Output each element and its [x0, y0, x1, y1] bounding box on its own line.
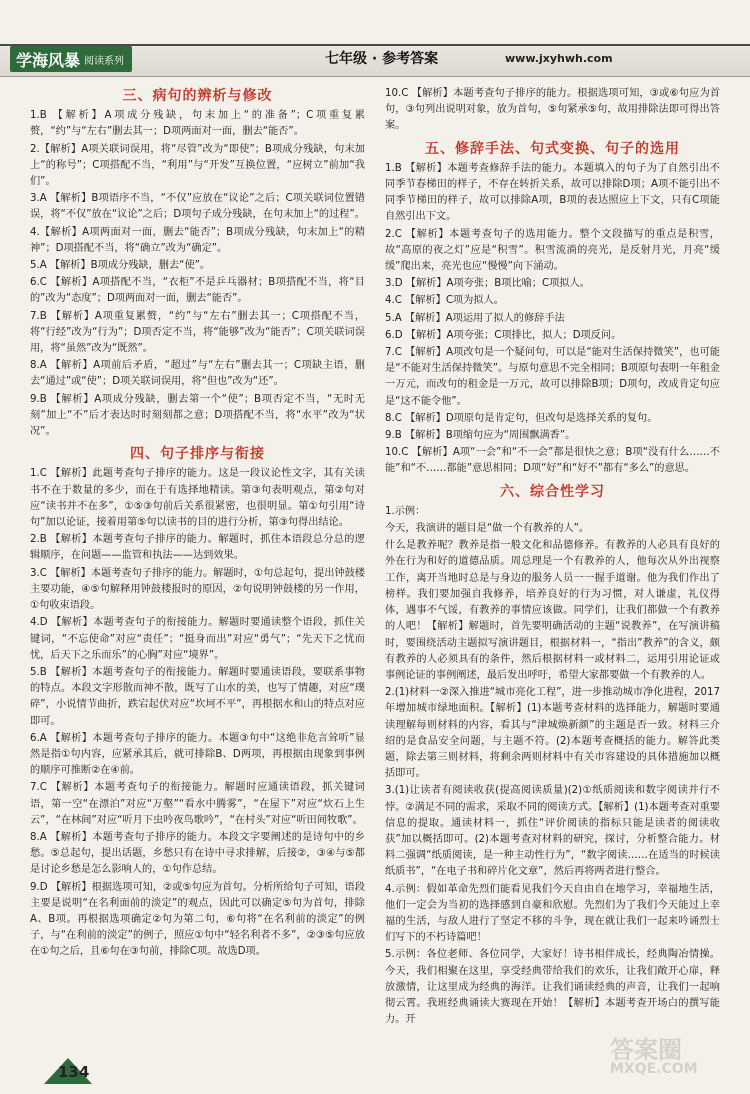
page-number: 134 [58, 1063, 90, 1081]
answer-item: 2.【解析】A项关联词误用，将“尽管”改为“即使”；B项成分残缺，句末加上“的称号”；C项搭配不当，“利用”与“开发”互换位置，“应树立”前加“我们”。 [30, 143, 365, 188]
answer-item: 5.B 【解析】本题考查句子的衔接能力。解题时要通读语段，要联系事物的特点。本段文字形散而神不散，既写了山水的美，也写了情趣，对应“璞碎”，小说情节曲折，跌宕起伏对应“坎坷不平”，再根据水和山的特点对应即可。 [30, 666, 365, 727]
answer-item: 4.【解析】A项两面对一面，删去“能否”；B项成分残缺，句末加上“的精神”；D项搭配不当，将“确立”改为“确定”。 [30, 226, 365, 254]
page-header [0, 0, 750, 82]
answer-item: 5.A 【解析】B项成分残缺，删去“使”。 [30, 260, 211, 272]
answer-item: 10.C 【解析】A项“一会”和“不一会”都是很快之意；B项“没有什么……不能”和“不……都能”意思相同；D项“好”和“好不”都有“多么”的意思。 [385, 447, 720, 475]
answer-item: 6.D 【解析】A项夸张；C项排比，拟人；D项反问。 [385, 329, 622, 341]
section-title-4: 四、句子排序与衔接 [130, 446, 265, 463]
answer-item: 8.C 【解析】D项原句是肯定句，但改句是选择关系的复句。 [385, 412, 658, 424]
answer-item: 8.A 【解析】A项前后矛盾，“超过”与“左右”删去其一；C项缺主语，删去“通过”或“使”；D项关联词误用，将“但也”改为“还”。 [30, 360, 365, 388]
answer-item: 5.A 【解析】A项运用了拟人的修辞手法 [385, 312, 565, 324]
answer-item: 6.C 【解析】A项搭配不当，“衣柜”不是乒乓器材；B项搭配不当，将“目的”改为“态度”；D项两面对一面，删去“能否”。 [30, 277, 365, 305]
section-title-3: 三、病句的辨析与修改 [122, 88, 273, 104]
answer-item: 3.(1)让读者有阅读收获(提高阅读质量)(2)①纸质阅读和数字阅读并行不悖。②满足不同的需求，采取不同的阅读方式。【解析】(1)本题考查对重要信息的提取。通读材料一，抓住“评价阅读的指标只能是读者的阅读收获”加以概括即可。(2)本题考查对材料的研究，探讨，分析整合能力。材料二强调“纸质阅读，是一种主动性行为”，“数字阅读……在适当的时候读纸质书”，“在电子书和碎片化文章”，然后再将两者进行整合。 [385, 785, 720, 878]
section-title-5: 五、修辞手法、句式变换、句子的选用 [425, 140, 680, 157]
answer-item: 10.C 【解析】本题考查句子排序的能力。根据选项可知，③或⑥句应为首句，③句列出说明对象，放为首句，⑤句紧承⑤句，故用排除法即可得出答案。 [385, 88, 720, 132]
continued-items [385, 86, 720, 135]
brand-series: 阅读系列 [84, 55, 125, 67]
answer-item: 3.C 【解析】本题考查句子排序的能力。解题时，①句总起句，提出钟鼓楼主要功能，④⑤句解释用钟鼓楼报时的原因，②句说明钟鼓楼的另一作用，①句收束语段。 [30, 567, 365, 612]
answer-item: 7.C 【解析】A项改句是一个疑问句，可以是“能对生活保持微笑”，也可能是“不能对生活保持微笑”。与原句意思不完全相同；B项原句表明一年租金一万元，而改句的租金是一万元，故可以排除B项；D项句，改成肯定句应是“这不能令他”。 [385, 347, 720, 407]
answer-item: 3.D 【解析】A项夸张；B项比喻；C项拟人。 [385, 278, 590, 290]
left-column [30, 86, 365, 962]
answer-item: 1.B 【解析】A项成分残缺，句末加上“的准备”；C项重复累赘，“约”与“左右”删去其一；D项两面对一面，删去“能否”。 [30, 110, 365, 138]
answer-item: 3.A 【解析】B项语序不当，“不仅”应放在“议论”之后；C项关联词位置错误，将“不仅”放在“议论”之后；D项句子成分残缺，在句末加上“的过程”。 [30, 193, 365, 221]
section-title-6: 六、综合性学习 [500, 483, 605, 500]
section-6-items [385, 504, 720, 1029]
brand-badge [10, 46, 132, 72]
right-column [385, 86, 720, 1029]
section-5-items [385, 161, 720, 478]
page-number-badge [44, 1052, 92, 1086]
watermark [610, 1030, 740, 1086]
answer-item: 4.C 【解析】C项为拟人。 [385, 295, 504, 307]
answer-item: 2.(1)材料一②深入推进“城市亮化工程”，进一步推动城市净化进程，2017年增加城市绿地面积。【解析】(1)本题考查材料的选择能力，解题时要通读理解每则材料的内容，看其与“津城焕新颜”的主题是否一致。材料三介绍的是食品安全问题，与主题不符。(2)本题考查概括的能力。解答此类题，除去第三则材料，将剩余两则材料中有关市容建设的具体措施加以概括即可。 [385, 687, 720, 780]
answer-item: 8.A 【解析】本题考查句子排序的能力。本段文字要阐述的是诗句中的乡愁。⑤总起句，提出话题，乡愁只有在诗中寻求排解，后接②，③④与⑤都是讨论乡愁是怎么影响人的，①句作总结。 [30, 831, 365, 876]
answer-item: 6.A 【解析】本题考查句子排序的能力。本题③句中“这绝非危言耸听”显然是指①句内容，应紧承其后，就可排除B、D两项，再根据由现象到事例的顺序可推断②在④前。 [30, 732, 365, 777]
answer-item: 9.D 【解析】根据选项可知，②或⑤句应为首句。分析所给句子可知，语段主要是说明“在名利面前的淡定”的观点，因此可以确定⑤句为首句，排除A、B项。再根据选项确定②句为第二句，⑥句将“在名利前的淡定”的例子，与“在利前的淡定”的例子，照应①句中“轻名利者不多”，②③⑤句应放在①句之后，且⑥句在③句前，排除C项。故选D项。 [30, 881, 365, 958]
answer-item: 4.示例：假如革命先烈们能看见我们今天自由自在地学习，幸福地生活，他们一定会为当初的选择感到自豪和欣慰。先烈们为了我们今天能过上幸福的生活，与敌人进行了坚定不移的斗争，现在就让我们一起来吟诵烈士们写下的不朽诗篇吧！ [385, 883, 720, 944]
brand-logo: 学海风暴 [16, 50, 81, 70]
watermark-url: MXQE.COM [610, 1061, 698, 1077]
answer-item: 9.B 【解析】B项缩句应为“周围飘满香”。 [385, 430, 576, 442]
answer-item: 今天，我演讲的题目是“做一个有教养的人”。 [385, 523, 590, 535]
answer-item: 7.C 【解析】本题考查句子的衔接能力。解题时应通读语段，抓关键词语，第一空“在漂泊”对应“万壑”“看水中腾雾”，“在屋下”对应“炊石上生云”，“在林间”对应“听月下虫吟夜鸟歌吟”，“在村头”对应“听田间牧歌”。 [30, 782, 365, 826]
grade-title: 七年级 · 参考答案 [325, 51, 439, 67]
answer-item: 什么是教养呢？教养是指一般文化和品德修养。有教养的人必具有良好的外在行为和好的道德品质。周总理是一个有教养的人，他每次从外出视察工作，离开当地时总是与身边的服务人员一一握手道谢。他为我们作出了榜样。我们要加强自我修养，培养良好的行为习惯，对人谦虚，礼仪得体，遇事不气馁，有教养的事情应该做。同学们，让我们都做一个有教养的人吧！【解析】解题时，首先要明确活动的主题“说教养”，在写演讲稿时，要围绕活动主题拟写演讲题目，根据材料一，“指出”教养”的含义，颇有教养的人必须具有的条件，然后根据材料一或材料二，运用引用论证或事例论证的事例阐述，最后发出呼吁，希望大家都要做一个有教养的人。 [385, 540, 720, 681]
site-url: www.jxyhwh.com [505, 52, 613, 65]
answer-item: 5.示例：各位老师、各位同学，大家好！诗书相伴成长，经典陶冶情操。今天，我们相聚在这里，享受经典带给我们的欢乐，让我们敞开心扉，释放激情，让这里成为经典的海洋。让我们诵读经典的声音，让我们一起响彻云霄。我班经典诵读大赛现在开始！【解析】本题考查开场白的撰写能力。开 [385, 949, 720, 1026]
watermark-text: 答案圈 [610, 1036, 682, 1064]
answer-item: 1.示例： [385, 505, 426, 517]
answer-item: 7.B 【解析】A项重复累赘，“约”与“左右”删去其一；C项搭配不当，将“行经”改为“行为”；D项否定不当，将“能够”改为“能否”；C项关联词误用，将“虽然”改为“既然”。 [30, 310, 365, 355]
section-3-items [30, 108, 365, 440]
answer-item: 2.B 【解析】本题考查句子排序的能力。解题时，抓住本语段总分总的逻辑顺序，在问题——监管和执法——达到效果。 [30, 534, 365, 562]
answer-item: 4.D 【解析】本题考查句子的衔接能力。解题时要通读整个语段，抓住关键词，“不忘使命”对应“责任”；“挺身而出”对应“勇气”；“先天下之忧而忧，后天下之乐而乐”的心胸”对应“境界”。 [30, 617, 365, 661]
answer-item: 1.B 【解析】本题考查修辞手法的能力。本题填入的句子为了自然引出不同季节春梯田的样子，不存在转折关系，故可以排除D项；A项不能引出不同季节梯田的样子，故可以排除A项，B项的表达照应上下文，只有C项能自然引出下文。 [385, 162, 720, 223]
answer-item: 2.C 【解析】本题考查句子的选用能力。整个文段描写的重点是积雪，故“高原的夜之灯”应是“积雪”。积雪流淌的亮光，是反射月光，月亮“缓缓”爬出来，亮光也应“慢慢”向下涌动。 [385, 228, 720, 273]
answer-item: 9.B 【解析】A项成分残缺，删去第一个“使”；B项否定不当，“无时无刻”加上“不”后才表达时时刻刻都之意；D项搭配不当，将“水平”改为“状况”。 [30, 393, 365, 438]
answer-item: 1.C 【解析】此题考查句子排序的能力。这是一段议论性文字，其有关读书不在于数量的多少，而在于有选择地精读。第③句表明观点，第②句对应“读书并不在多”，①⑤③句前后关系很紧密，也很明显。第①句引用“诗句”加以论证，接着用第⑤句以读书的目的进行分析，第③句得出结论。 [30, 468, 365, 529]
section-4-items [30, 466, 365, 960]
